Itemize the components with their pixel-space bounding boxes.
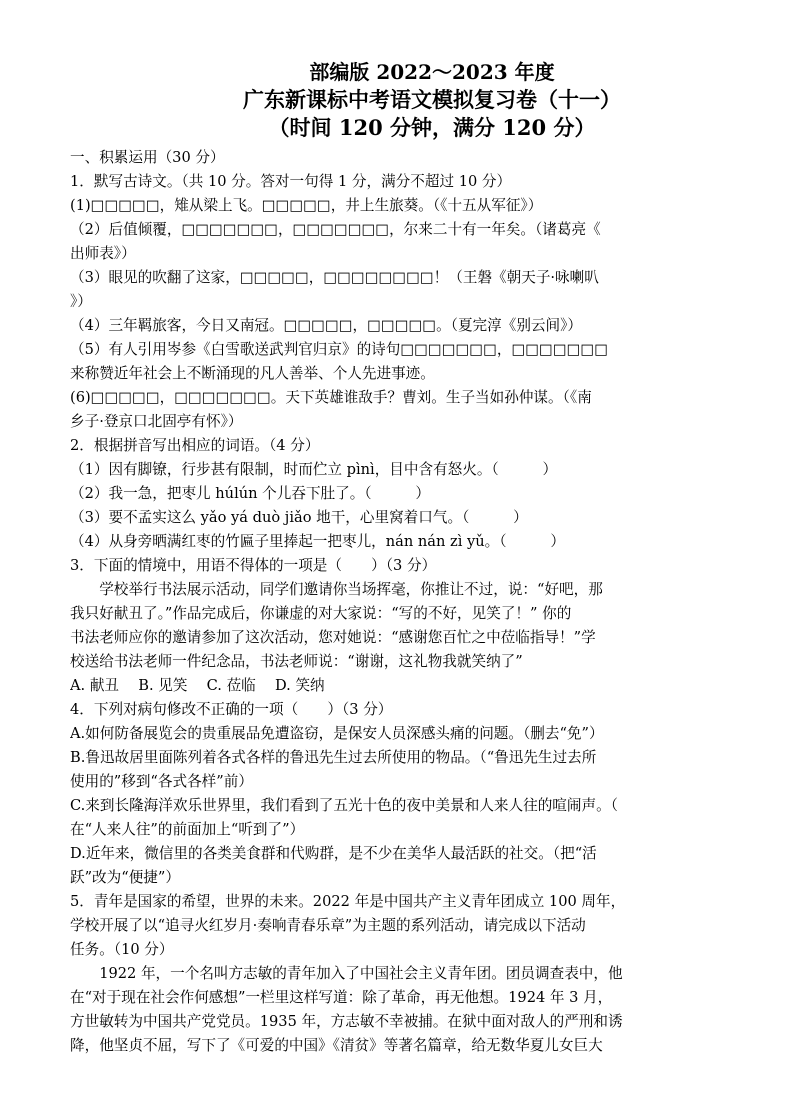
question-1-item-5-cont: 来称赞近年社会上不断涌现的凡人善举、个人先进事迹。 bbox=[70, 365, 435, 382]
question-3-passage-line: 我只好献丑了。”作品完成后，你谦虚的对大家说：“写的不好，见笑了！” 你的 bbox=[70, 605, 572, 622]
section-heading-accumulation: 一、积累运用（30 分） bbox=[70, 149, 225, 166]
question-1-item-2-cont: 出师表》） bbox=[70, 245, 136, 262]
question-5-passage: 1922 年，一个名叫方志敏的青年加入了中国社会主义青年团。团员调查表中，他 bbox=[99, 965, 623, 982]
question-1-item-3-cont: 》） bbox=[70, 293, 92, 310]
question-4-option-c-cont: 在“人来人往”的前面加上“听到了”） bbox=[70, 821, 305, 838]
question-5-stem-cont: 任务。（10 分） bbox=[70, 941, 174, 958]
question-1-item-6-cont: 乡子·登京口北固亭有怀》） bbox=[70, 413, 243, 430]
question-3-passage-line: 书法老师应你的邀请参加了这次活动，您对她说：“感谢您百忙之中莅临指导！”学 bbox=[70, 629, 596, 646]
question-5-passage-line: 在“对于现在社会作何感想”一栏里这样写道：除了革命，再无他想。1924 年 3 月， bbox=[70, 989, 613, 1006]
question-1-item-4: （4）三年羁旅客，今日又南冠。□□□□□，□□□□□。（夏完淳《别云间》） bbox=[70, 317, 583, 334]
question-4-option-c: C.来到长隆海洋欢乐世界里，我们看到了五光十色的夜中美景和人来人往的喧闹声。（ bbox=[70, 797, 618, 814]
question-4-option-b: B.鲁迅故居里面陈列着各式各样的鲁迅先生过去所使用的物品。（“鲁迅先生过去所 bbox=[70, 749, 597, 766]
question-1-item-6: (6)□□□□□，□□□□□□□。天下英雄谁敌手？曹刘。生子当如孙仲谋。（《南 bbox=[70, 389, 592, 406]
question-2-item-3: （3）要不孟实这么 yǎo yá duò jiǎo 地干，心里窝着口气。（ ） bbox=[70, 509, 528, 526]
exam-title-main: 广东新课标中考语文模拟复习卷（十一） bbox=[243, 87, 621, 112]
question-2-item-1: （1）因有脚镣，行步甚有限制，时而伫立 pìnì，目中含有怒火。（ ） bbox=[70, 461, 558, 478]
question-4-option-d-cont: 跃”改为“便捷”） bbox=[70, 869, 180, 886]
question-4-option-b-cont: 使用的”移到“各式各样”前） bbox=[70, 773, 253, 790]
question-5-stem: 5．青年是国家的希望，世界的未来。2022 年是中国共产主义青年团成立 100 周年， bbox=[70, 893, 626, 910]
question-1-item-1: (1)□□□□□，雉从梁上飞。□□□□□，井上生旅葵。（《十五从军征》） bbox=[70, 197, 543, 214]
question-5-passage-line: 降，他坚贞不屈，写下了《可爱的中国》《清贫》等著名篇章，给无数华夏儿女巨大 bbox=[70, 1037, 603, 1054]
question-3-passage: 学校举行书法展示活动，同学们邀请你当场挥毫，你推让不过，说：“好吧，那 bbox=[99, 581, 603, 598]
question-3-stem: 3．下面的情境中，用语不得体的一项是（ ）（3 分） bbox=[70, 557, 437, 574]
question-4-option-a: A.如何防备展览会的贵重展品免遭盗窃，是保安人员深感头痛的问题。（删去“免”） bbox=[70, 725, 604, 742]
question-4-stem: 4．下列对病句修改不正确的一项（ ）（3 分） bbox=[70, 701, 393, 718]
question-4-option-d: D.近年来，微信里的各类美食群和代购群，是不少在美华人最活跃的社交。（把“活 bbox=[70, 845, 597, 862]
question-5-stem-cont: 学校开展了以“追寻火红岁月·奏响青春乐章”为主题的系列活动，请完成以下活动 bbox=[70, 917, 586, 934]
question-3-options: A. 献丑 B. 见笑 C. 莅临 D. 笑纳 bbox=[70, 677, 325, 694]
question-5-passage-line: 方世敏转为中国共产党党员。1935 年，方志敏不幸被捕。在狱中面对敌人的严刑和诱 bbox=[70, 1013, 623, 1030]
question-2-item-4: （4）从身旁晒满红枣的竹匾子里捧起一把枣儿，nán nán zì yǔ。（ ） bbox=[70, 533, 565, 550]
exam-body bbox=[70, 146, 754, 1058]
question-1-item-3: （3）眼见的吹翻了这家，□□□□□，□□□□□□□□！（王磐《朝天子·咏喇叭 bbox=[70, 269, 599, 286]
question-3-passage-line: 校送给书法老师一件纪念品，书法老师说：“谢谢，这礼物我就笑纳了” bbox=[70, 653, 523, 670]
exam-title-edition: 部编版 2022～2023 年度 bbox=[309, 60, 555, 84]
question-2-stem: 2．根据拼音写出相应的词语。（4 分） bbox=[70, 437, 320, 454]
exam-title-time: （时间 120 分钟，满分 120 分） bbox=[268, 115, 596, 140]
question-1-item-5: （5）有人引用岑参《白雪歌送武判官归京》的诗句□□□□□□□，□□□□□□□ bbox=[70, 341, 608, 358]
question-2-item-2: （2）我一急，把枣儿 húlún 个儿吞下肚了。（ ） bbox=[70, 485, 430, 502]
question-1-item-2: （2）后值倾覆，□□□□□□□，□□□□□□□，尔来二十有一年矣。（诸葛亮《 bbox=[70, 221, 601, 238]
question-1-stem: 1．默写古诗文。（共 10 分。答对一句得 1 分，满分不超过 10 分） bbox=[70, 173, 512, 190]
